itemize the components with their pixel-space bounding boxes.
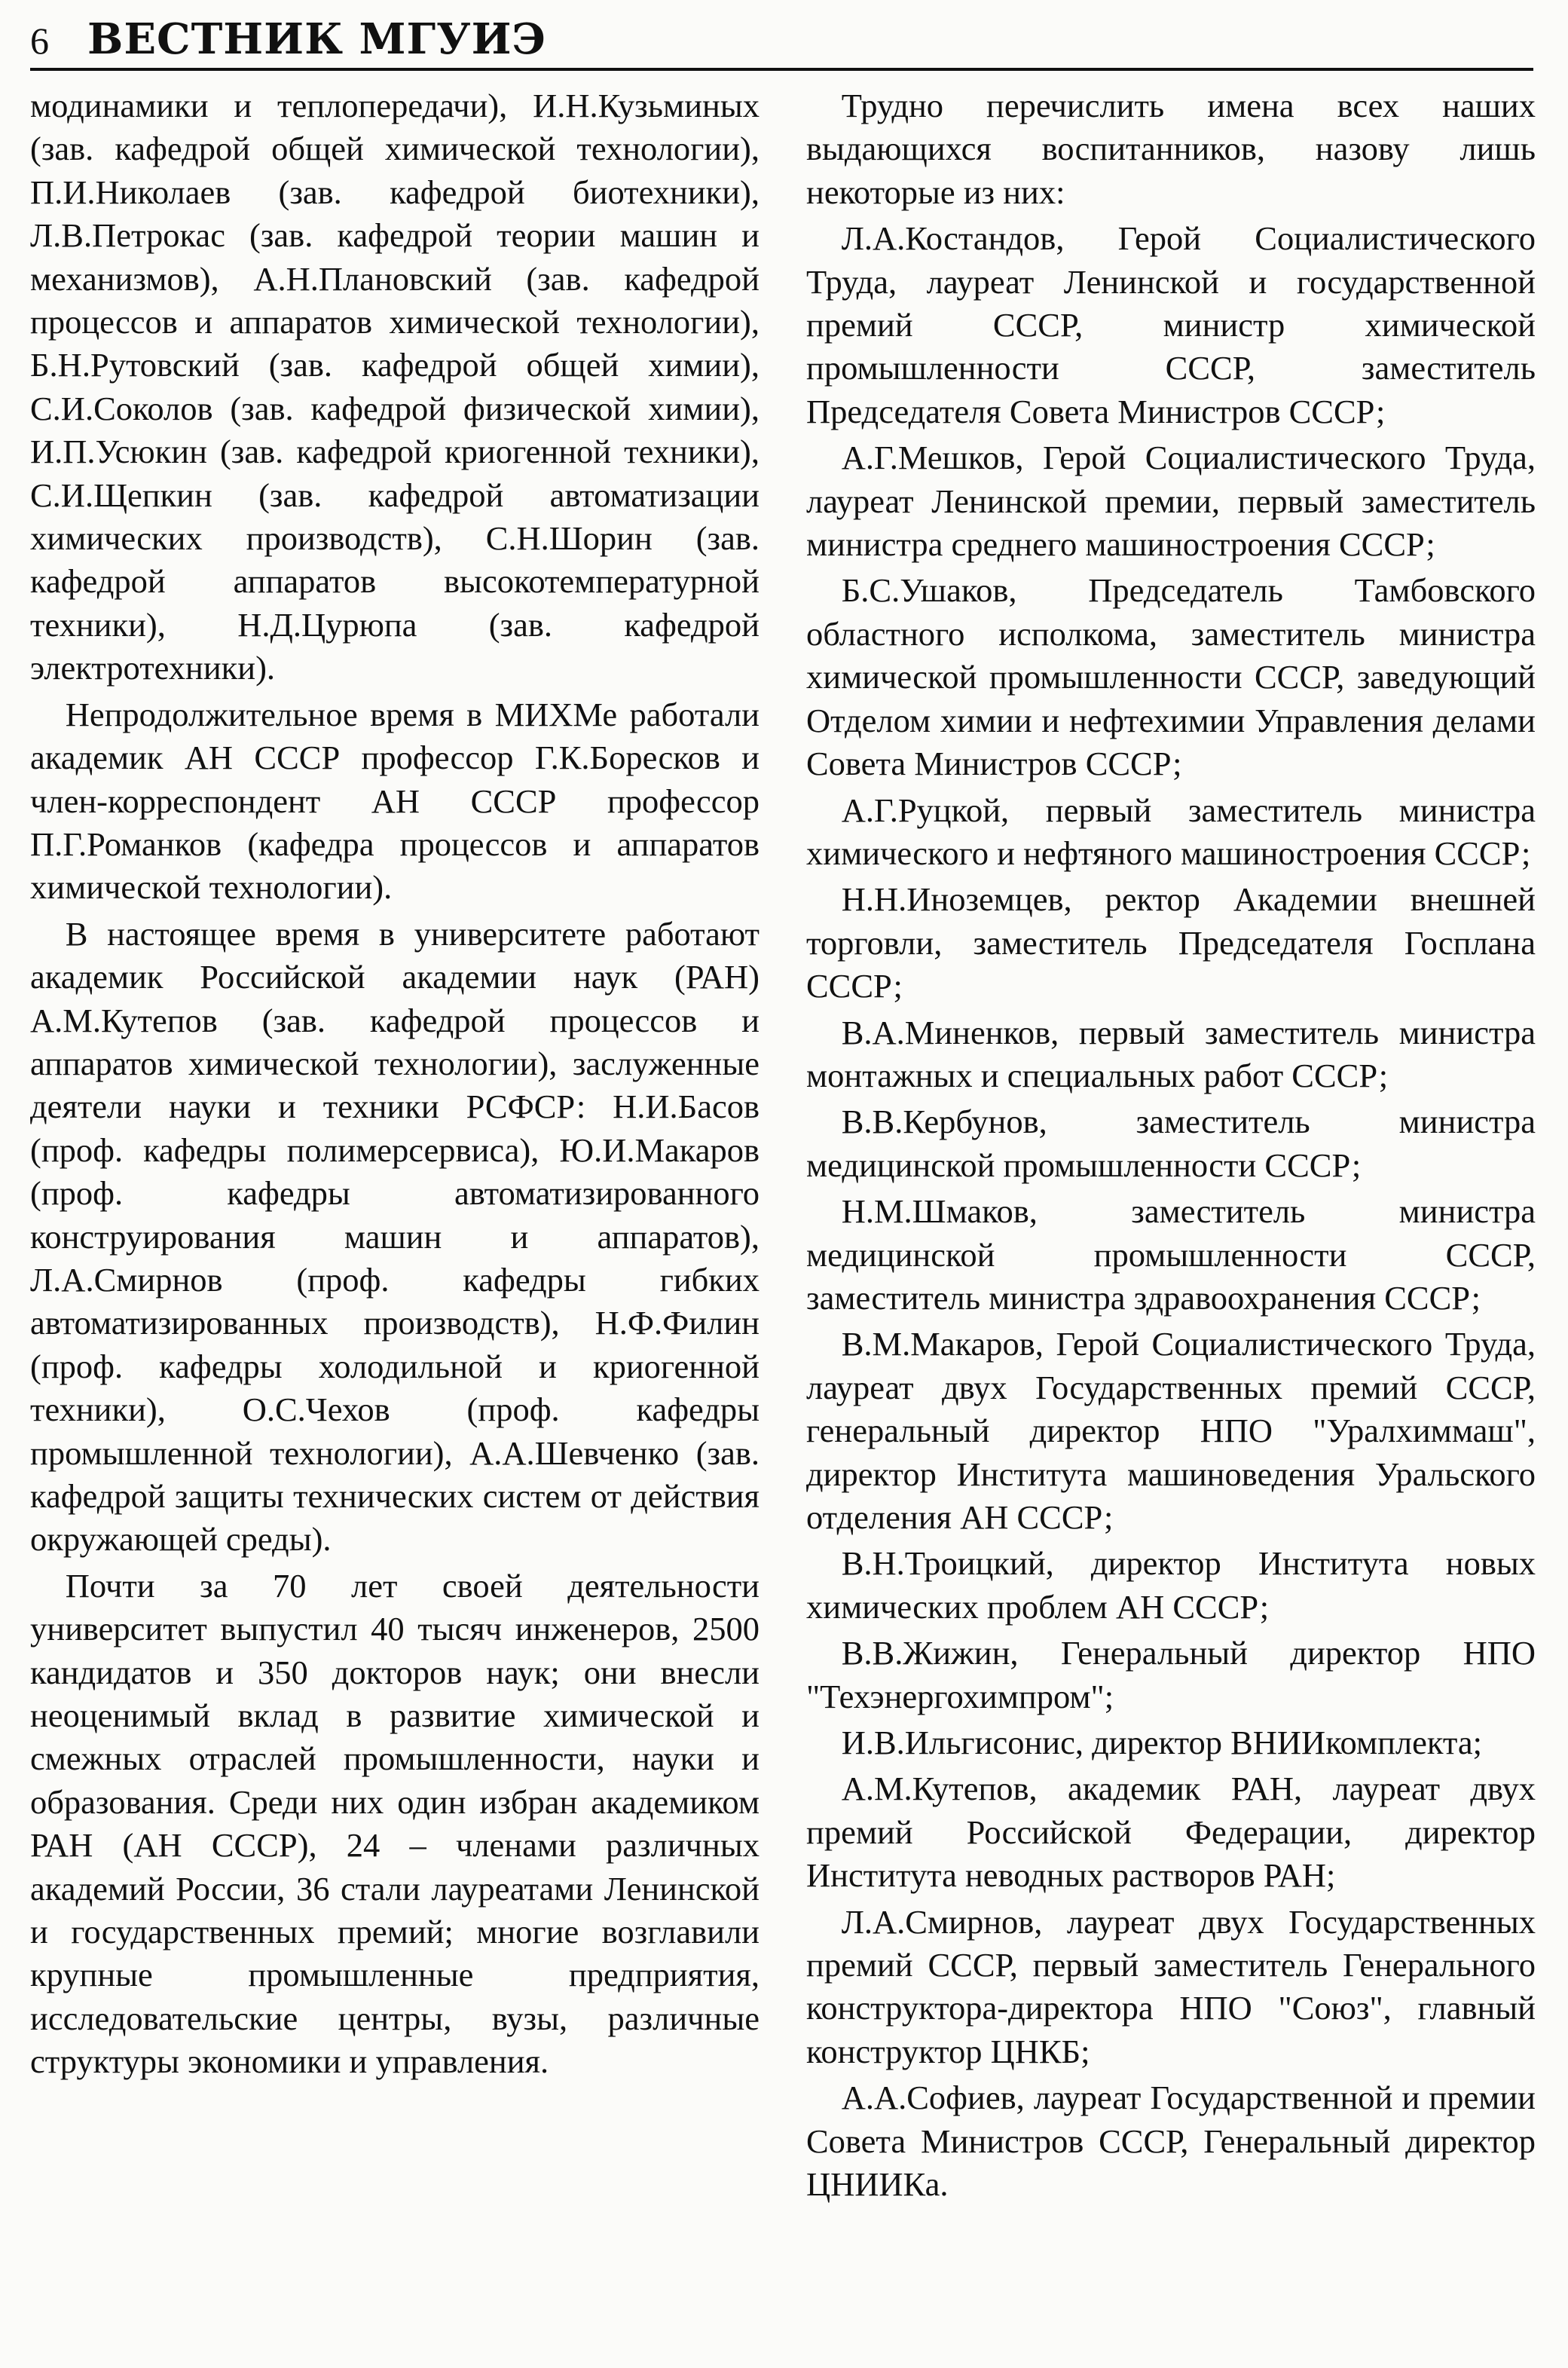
alumni-entry: Л.А.Костандов, Герой Социалистического Труда, лауреат Ленинской и государственной премий СССР, министр химической промышленности СССР, заместитель Председателя Совета Министров СССР; <box>806 219 1536 430</box>
paragraph: модинамики и теплопередачи), И.Н.Кузьминых (зав. кафедрой общей химической технологии), П.И.Николаев (зав. кафедрой биотехники), Л.В.Петрокас (зав. кафедрой теории машин и механизмов), А.Н.Плановский (зав. кафедрой процессов и аппаратов химической технологии), Б.Н.Рутовский (зав. кафедрой общей химии), С.И.Соколов (зав. кафедрой физической химии), И.П.Усюкин (зав. кафедрой криогенной техники), С.И.Щепкин (зав. кафедрой автоматизации химических производств), С.Н.Шорин (зав. кафедрой аппаратов высокотемпературной техники), Н.Д.Цурюпа (зав. кафедрой электротехники). <box>30 87 760 687</box>
alumni-entry: А.А.Софиев, лауреат Государственной и премии Совета Министров СССР, Генеральный директор ЦНИИКа. <box>806 2079 1536 2204</box>
alumni-entry: Л.А.Смирнов, лауреат двух Государственных премий СССР, первый заместитель Генерального конструктора-директора НПО "Союз", главный конструктор ЦНКБ; <box>806 1902 1536 2070</box>
alumni-entry: В.Н.Троицкий, директор Института новых химических проблем АН СССР; <box>806 1544 1536 1626</box>
paragraph: Почти за 70 лет своей деятельности университет выпустил 40 тысяч инженеров, 2500 кандидатов и 350 докторов наук; они внесли неоценимый вклад в развитие химической и смежных отраслей промышленности, науки и образования. Среди них один избран академиком РАН (АН СССР), 24 – членами различных академий России, 36 стали лауреатами Ленинской и государственных премий; многие возглавили крупные промышленные предприятия, исследовательские центры, вузы, различные структуры экономики и управления. <box>30 1566 760 2081</box>
paragraph: В настоящее время в университете работают академик Российской академии наук (РАН) А.М.Кутепов (зав. кафедрой процессов и аппаратов химической технологии), заслуженные деятели науки и техники РСФСР: Н.И.Басов (проф. кафедры полимерсервиса), Ю.И.Макаров (проф. кафедры автоматизированного конструирования машин и аппаратов), Л.А.Смирнов (проф. кафедры гибких автоматизированных производств), Н.Ф.Филин (проф. кафедры холодильной и криогенной техники), О.С.Чехов (проф. кафедры промышленной технологии), А.А.Шевченко (зав. кафедрой защиты технических систем от действия окружающей среды). <box>30 914 760 1559</box>
alumni-entry: В.М.Макаров, Герой Социалистического Труда, лауреат двух Государственных премий СССР, генеральный директор НПО "Уралхиммаш", директор Института машиноведения Уральского отделения АН СССР; <box>806 1325 1536 1536</box>
right-column <box>806 84 1536 2210</box>
paragraph: Непродолжительное время в МИХМе работали академик АН СССР профессор Г.К.Боресков и член-корреспондент АН СССР профессор П.Г.Романков (кафедра процессов и аппаратов химической технологии). <box>30 695 760 907</box>
alumni-entry: В.А.Миненков, первый заместитель министра монтажных и специальных работ СССР; <box>806 1013 1536 1094</box>
alumni-entry: В.В.Жижин, Генеральный директор НПО "Техэнергохимпром"; <box>806 1634 1536 1715</box>
page-number: 6 <box>30 20 49 62</box>
paragraph: Трудно перечислить имена всех наших выдающихся воспитанников, назову лишь некоторые из них: <box>806 87 1536 211</box>
left-column <box>30 84 760 2087</box>
journal-title: ВЕСТНИК МГУИЭ <box>87 14 547 64</box>
page-header <box>30 11 1533 71</box>
alumni-entry: А.Г.Руцкой, первый заместитель министра химического и нефтяного машиностроения СССР; <box>806 791 1536 872</box>
alumni-entry: И.В.Ильгисонис, директор ВНИИкомплекта; <box>841 1724 1483 1762</box>
alumni-entry: Б.С.Ушаков, Председатель Тамбовского областного исполкома, заместитель министра химической промышленности СССР, заведующий Отделом химии и нефтехимии Управления делами Совета Министров СССР; <box>806 571 1536 783</box>
alumni-entry: Н.Н.Иноземцев, ректор Академии внешней торговли, заместитель Председателя Госплана СССР; <box>806 880 1536 1005</box>
alumni-entry: В.В.Кербунов, заместитель министра медицинской промышленности СССР; <box>806 1103 1536 1184</box>
alumni-entry: Н.М.Шмаков, заместитель министра медицинской промышленности СССР, заместитель министра здравоохранения СССР; <box>806 1192 1536 1317</box>
alumni-entry: А.Г.Мешков, Герой Социалистического Труда, лауреат Ленинской премии, первый заместитель министра среднего машиностроения СССР; <box>806 439 1536 564</box>
alumni-entry: А.М.Кутепов, академик РАН, лауреат двух премий Российской Федерации, директор Института неводных растворов РАН; <box>806 1770 1536 1895</box>
